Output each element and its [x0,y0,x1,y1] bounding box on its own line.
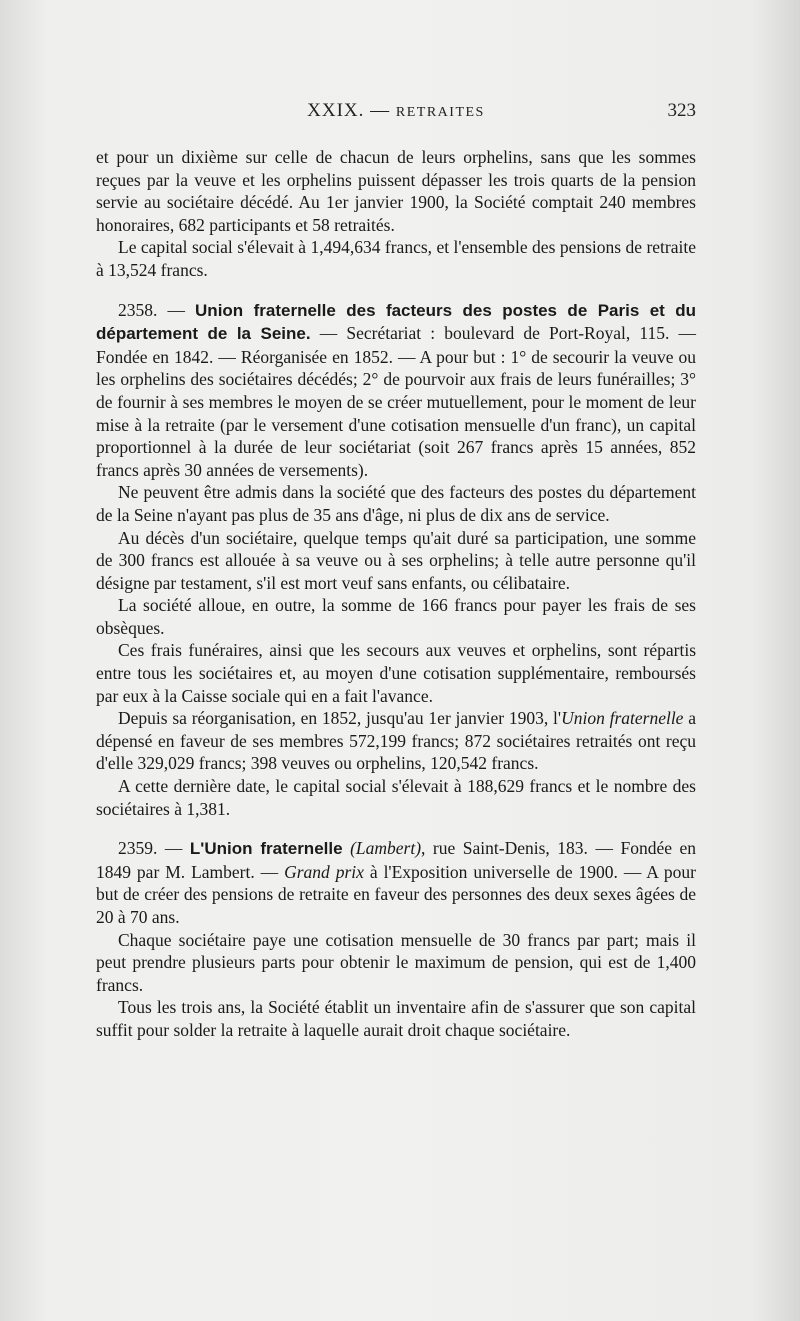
text-run: à l'Exposition universelle de 1900. — A pour but de créer des pensions de retraite en faveur des personnes des deux sexes âgées de 20 à 70 ans. [96,861,696,927]
entry-number: 2359. — [118,838,183,859]
chapter-number: XXIX. [307,100,365,121]
paragraph-inventaire: Tous les trois ans, la Société établit un inventaire afin de s'assurer que son capital suffit pour solder la retraite à laquelle aurait droit chaque sociétaire. [96,997,696,1040]
text-run: Depuis sa réorganisation, en 1852, jusqu'au 1er janvier 1903, l' [118,708,562,729]
header-dash: — [370,100,391,121]
entry-2358 [96,299,696,482]
paragraph-continuation: et pour un dixième sur celle de chacun de leurs orphelins, sans que les sommes reçues par la veuve et les orphelins puissent dépasser les trois quarts de la pension servie au sociétaire décédé. Au 1er janvier 1900, la Société comptait 240 membres honoraires, 682 participants et 58 retraités. [96,147,696,235]
entry-number: 2358. — [118,299,185,320]
running-title [96,100,696,122]
italic-run: (Lambert) [350,838,422,859]
entry-text: — Secrétariat : boulevard de Port-Royal, 115. — Fondée en 1842. — Réorganisée en 1852. — A pour but : 1° de secourir la veuve ou les orphelins des sociétaires décédés; 2° de pourvoir aux frais de leurs funérailles; 3° de fournir à ses membres le moyen de se créer mutuellement, pour le moment de leur mise à la retraite (par le versement d'une cotisation mensuelle d'un franc), un capital proportionnel à la durée de leur sociétariat (soit 267 francs après 15 années, 852 francs après 30 années de versements). [96,323,696,480]
page-body [96,146,696,1042]
paragraph-depenses [96,707,696,775]
text-run: , rue Saint-Denis, 183. — Fondée en 1849 par M. Lambert. — [96,838,697,882]
paragraph-capital: Le capital social s'élevait à 1,494,634 francs, et l'ensemble des pensions de retraite à 13,524 francs. [96,237,696,280]
page-number: 323 [667,100,696,121]
entry-2359 [96,837,696,928]
paragraph-cotisation: Chaque sociétaire paye une cotisation mensuelle de 30 francs par part; mais il peut prendre plusieurs parts pour obtenir le maximum de pension, qui est de 1,400 francs. [96,929,696,995]
entry-heading: L'Union fraternelle [189,839,343,859]
entry-heading: Union fraternelle des facteurs des postes de Paris et du département de la Seine. [96,300,697,344]
italic-run: Union fraternelle [561,708,684,729]
paragraph-obseques: La société alloue, en outre, la somme de 166 francs pour payer les frais de ses obsèques. [96,595,696,638]
text-run [343,838,351,858]
section-title: RETRAITES [395,105,485,120]
paragraph-deces: Au décès d'un sociétaire, quelque temps qu'ait duré sa participation, une somme de 300 francs est allouée à sa veuve ou à ses orphelins; à telle autre personne qu'il désigne par testament, s'il est mort veuf sans enfants, ou célibataire. [96,527,696,593]
text-run: a dépensé en faveur de ses membres 572,199 francs; 872 sociétaires retraités ont reçu d'elle 329,029 francs; 398 veuves ou orphelins, 120,542 francs. [96,708,697,774]
paragraph-admission: Ne peuvent être admis dans la société que des facteurs des postes du département de la Seine n'ayant pas plus de 35 ans d'âge, ni plus de dix ans de service. [96,482,696,525]
italic-run: Grand prix [284,861,364,882]
running-header [96,100,696,126]
paragraph-frais: Ces frais funéraires, ainsi que les secours aux veuves et orphelins, sont répartis entre tous les sociétaires et, au moyen d'une cotisation supplémentaire, remboursés par eux à la Caisse sociale qui en a fait l'avance. [96,640,696,706]
paragraph-capital-1903: A cette dernière date, le capital social s'élevait à 188,629 francs et le nombre des sociétaires à 1,381. [96,776,696,819]
